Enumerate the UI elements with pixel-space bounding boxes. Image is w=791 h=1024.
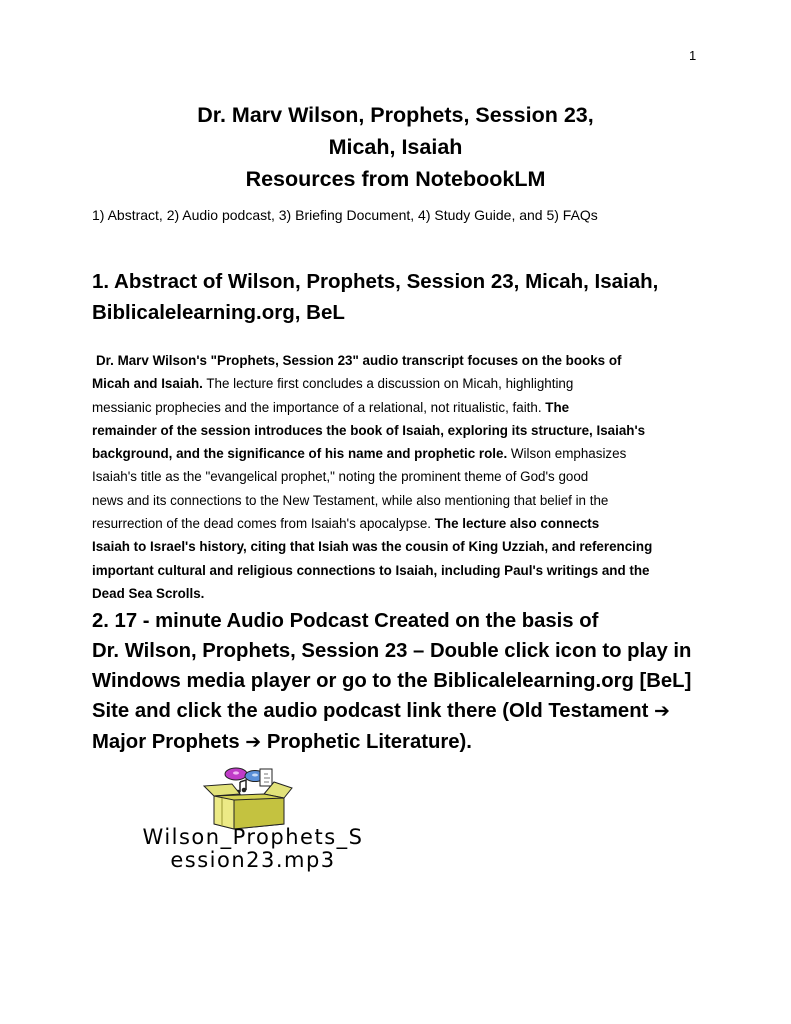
package-audio-icon[interactable] — [200, 766, 296, 832]
page-number: 1 — [689, 48, 697, 63]
abstract-text: background, and the significance of his name and prophetic role. — [92, 446, 508, 462]
abstract-text: Wilson emphasizes — [507, 446, 627, 462]
abstract-text: Micah and Isaiah. — [92, 376, 203, 392]
section2-line: Windows media player or go to the Biblicalelearning.org [BeL] — [92, 670, 692, 692]
section1-heading-line1: 1. Abstract of Wilson, Prophets, Session 23, Micah, Isaiah, — [92, 270, 659, 293]
title-line-2: Micah, Isaiah — [328, 135, 463, 159]
document-title — [0, 99, 791, 195]
abstract-text: remainder of the session introduces the book of Isaiah, exploring its structure, Isaiah's — [92, 422, 646, 438]
section1-heading-line2: Biblicalelearning.org, BeL — [92, 301, 345, 324]
section2-line: Prophetic Literature). — [266, 731, 472, 753]
abstract-text: resurrection of the dead comes from Isaiah's apocalypse. — [92, 516, 435, 532]
abstract-text: Dr. Marv Wilson's "Prophets, Session 23" audio transcript focuses on the books of — [96, 353, 622, 368]
abstract-text: Isaiah to Israel's history, citing that Isiah was the cousin of King Uzziah, and referencing — [92, 539, 653, 555]
title-line-3: Resources from NotebookLM — [245, 167, 546, 191]
section2-heading — [92, 606, 691, 758]
section2-line: Site and click the audio podcast link there (Old Testament — [92, 700, 649, 722]
resources-list: 1) Abstract, 2) Audio podcast, 3) Briefing Document, 4) Study Guide, and 5) FAQs — [92, 207, 598, 223]
abstract-text: Isaiah's title as the "evangelical prophet," noting the prominent theme of God's good — [92, 469, 589, 485]
abstract-text: The lecture also connects — [434, 516, 600, 532]
abstract-text: The — [545, 399, 570, 415]
mp3-file-label[interactable] — [98, 826, 408, 872]
mp3-label-line1: Wilson_Prophets_S — [142, 825, 364, 849]
arrow-right-icon: ➔ — [245, 732, 262, 753]
section2-line: 2. 17 - minute Audio Podcast Created on the basis of — [92, 610, 599, 632]
abstract-text: messianic prophecies and the importance of a relational, not ritualistic, faith. — [92, 399, 546, 415]
section2-line: Dr. Wilson, Prophets, Session 23 – Double click icon to play in — [92, 640, 692, 662]
abstract-text: The lecture first concludes a discussion on Micah, highlighting — [202, 376, 574, 392]
arrow-right-icon: ➔ — [654, 701, 670, 722]
abstract-paragraph — [92, 349, 704, 605]
abstract-text: Dead Sea Scrolls. — [92, 585, 205, 601]
abstract-text: news and its connections to the New Testament, while also mentioning that belief in the — [92, 492, 609, 508]
section2-line: Major Prophets — [92, 731, 240, 753]
abstract-text: important cultural and religious connections to Isaiah, including Paul's writings and the — [92, 562, 650, 578]
title-line-1: Dr. Marv Wilson, Prophets, Session 23, — [197, 103, 594, 127]
mp3-label-line2: ession23.mp3 — [170, 848, 336, 872]
